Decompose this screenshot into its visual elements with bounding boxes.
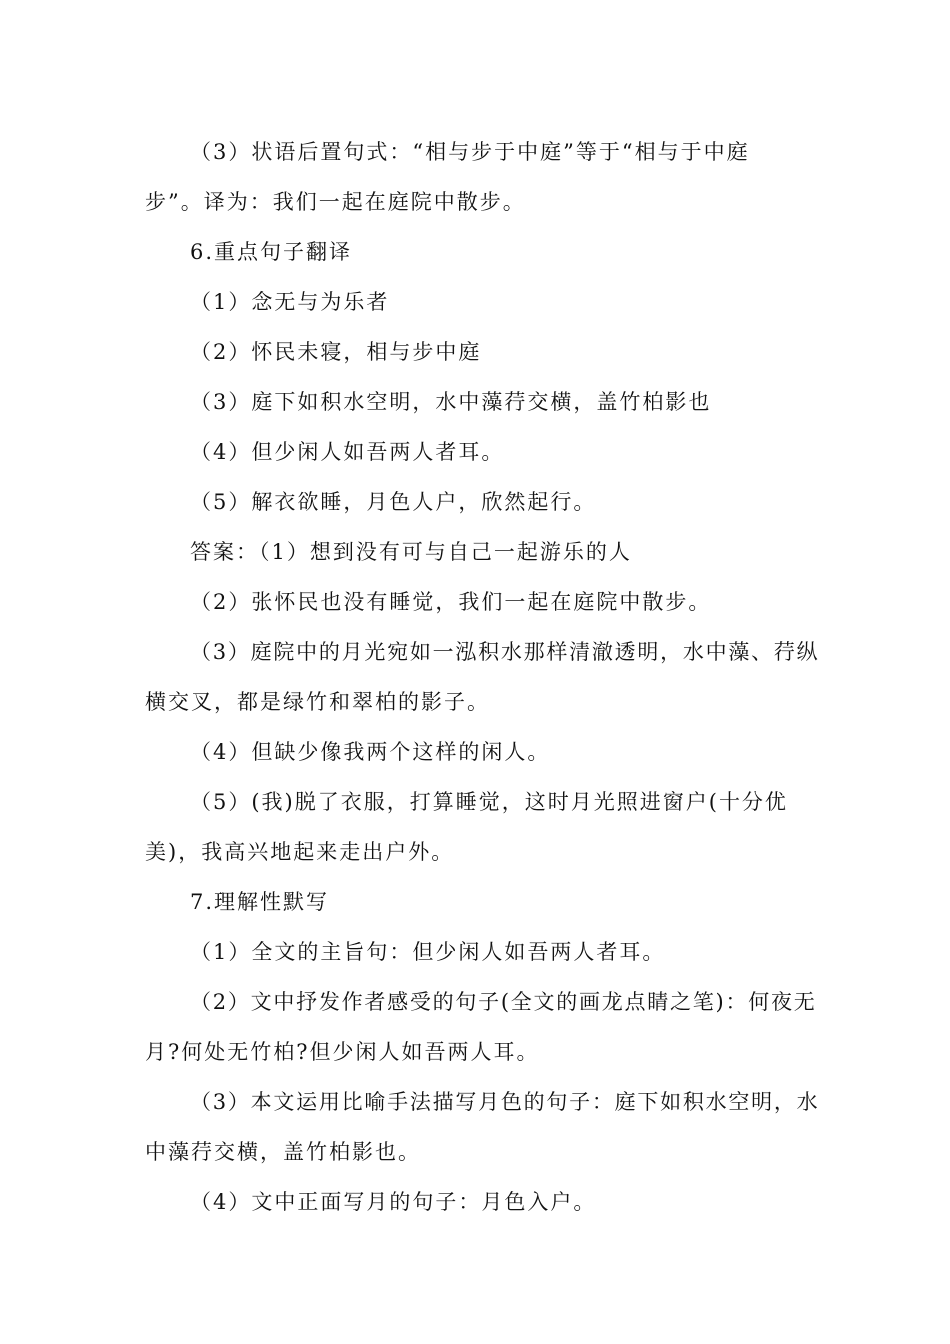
text-line: （5）(我)脱了衣服，打算睡觉，这时月光照进窗户(十分优 [190,790,788,814]
section-heading: 7.理解性默写 [190,890,330,914]
text-line: （3）庭下如积水空明，水中藻荇交横，盖竹柏影也 [190,390,712,414]
text-line: （1）念无与为乐者 [190,290,390,314]
text-line: 横交叉，都是绿竹和翠柏的影子。 [145,690,490,714]
text-line: （2）张怀民也没有睡觉，我们一起在庭院中散步。 [190,590,712,614]
text-line: 美)，我高兴地起来走出户外。 [145,840,455,864]
text-line: （3）状语后置句式：“相与步于中庭”等于“相与于中庭 [190,140,750,164]
text-line: （3）本文运用比喻手法描写月色的句子：庭下如积水空明，水 [190,1090,820,1114]
text-line: （1）全文的主旨句：但少闲人如吾两人者耳。 [190,940,666,964]
text-line: （5）解衣欲睡，月色人户，欣然起行。 [190,490,597,514]
text-line: （4）但少闲人如吾两人者耳。 [190,440,505,464]
text-line: （3）庭院中的月光宛如一泓积水那样清澈透明，水中藻、荇纵 [190,640,820,664]
answer-line: 答案：（1）想到没有可与自己一起游乐的人 [190,540,632,564]
text-line: 月?何处无竹柏?但少闲人如吾两人耳。 [145,1040,540,1064]
section-heading: 6.重点句子翻译 [190,240,353,264]
text-line: （4）但缺少像我两个这样的闲人。 [190,740,551,764]
text-line: 步”。译为：我们一起在庭院中散步。 [145,190,526,214]
text-line: （4）文中正面写月的句子：月色入户。 [190,1190,597,1214]
text-line: 中藻荇交横，盖竹柏影也。 [145,1140,421,1164]
text-line: （2）文中抒发作者感受的句子(全文的画龙点睛之笔)：何夜无 [190,990,817,1014]
text-line: （2）怀民未寝，相与步中庭 [190,340,482,364]
